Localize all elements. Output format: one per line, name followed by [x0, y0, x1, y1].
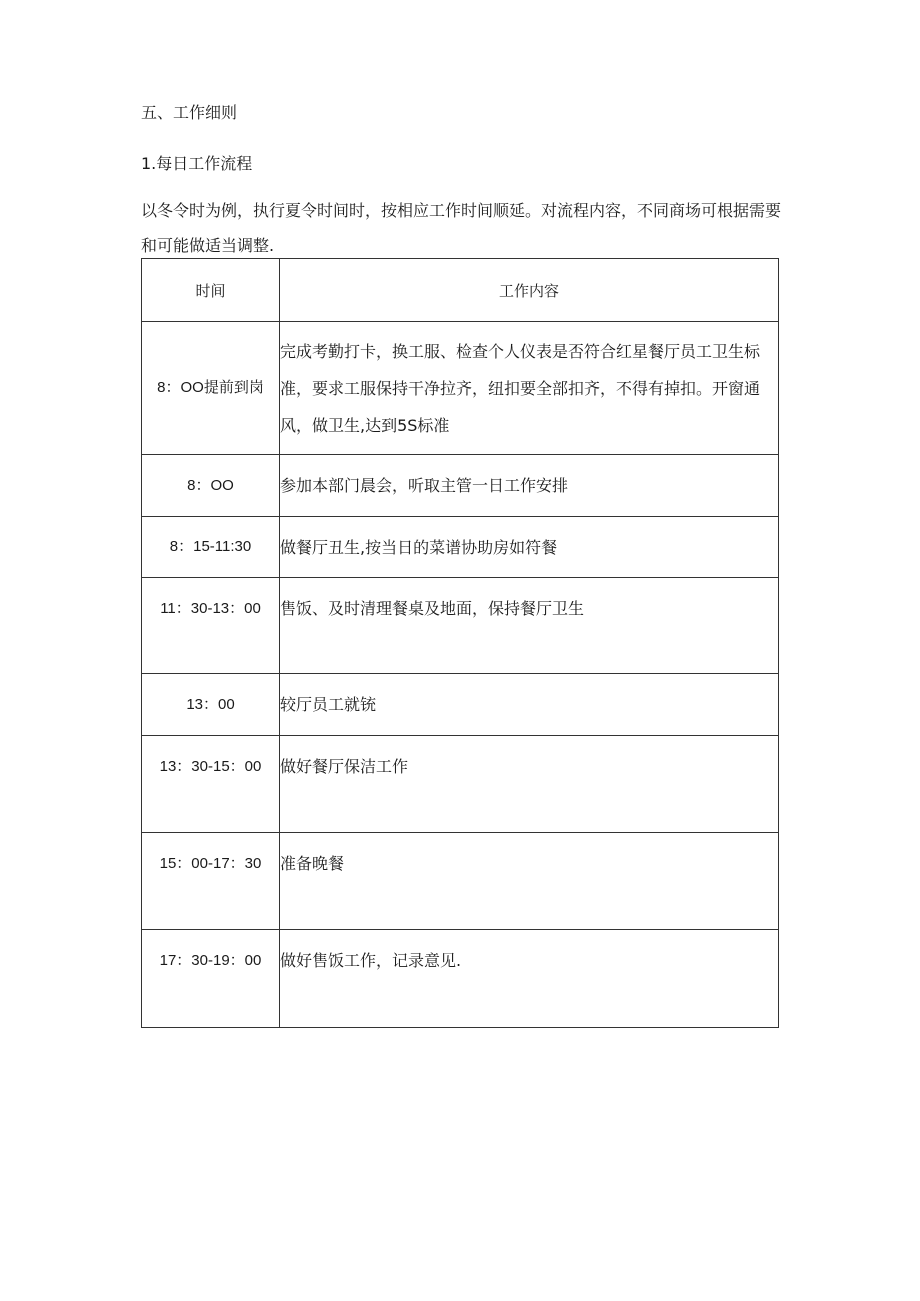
row-content: 准备晚餐: [280, 833, 779, 930]
sub-title: 1.每日工作流程: [141, 154, 253, 173]
table-row: [142, 833, 779, 930]
row-time: 13：00: [142, 674, 280, 736]
row-content: 做好售饭工作，记录意见.: [280, 930, 779, 1028]
row-time: 15：00-17：30: [142, 833, 280, 930]
row-time: 8：15-11:30: [142, 517, 280, 578]
header-time: 时间: [142, 259, 280, 322]
table-header-row: [142, 259, 779, 322]
table-row: [142, 455, 779, 517]
section-title: 五、工作细则: [141, 103, 238, 122]
table-row: [142, 930, 779, 1028]
table-row: [142, 736, 779, 833]
table-row: [142, 674, 779, 736]
row-content: 较厅员工就铳: [280, 674, 779, 736]
table-row: [142, 322, 779, 455]
row-time: 17：30-19：00: [142, 930, 280, 1028]
row-content: 做好餐厅保洁工作: [280, 736, 779, 833]
table-row: [142, 578, 779, 674]
intro-paragraph: 以冬令时为例，执行夏令时间时，按相应工作时间顺延。对流程内容，不同商场可根据需要和可能做适当调整.: [141, 201, 782, 255]
header-content: 工作内容: [280, 259, 779, 322]
row-time: 13：30-15：00: [142, 736, 280, 833]
row-content: 售饭、及时清理餐桌及地面，保持餐厅卫生: [280, 578, 779, 674]
row-content: 做餐厅丑生,按当日的菜谱协助房如符餐: [280, 517, 779, 578]
row-time: 11：30-13：00: [142, 578, 280, 674]
row-time: 8：OO提前到岗: [142, 322, 280, 455]
row-time: 8：OO: [142, 455, 280, 517]
table-row: [142, 517, 779, 578]
row-content: 完成考勤打卡，换工服、检查个人仪表是否符合红星餐厅员工卫生标准，要求工服保持干净拉齐，纽扣要全部扣齐，不得有掉扣。开窗通风，做卫生,达到5S标准: [280, 322, 779, 455]
row-content: 参加本部门晨会，听取主管一日工作安排: [280, 455, 779, 517]
daily-schedule-table: [141, 258, 779, 1028]
